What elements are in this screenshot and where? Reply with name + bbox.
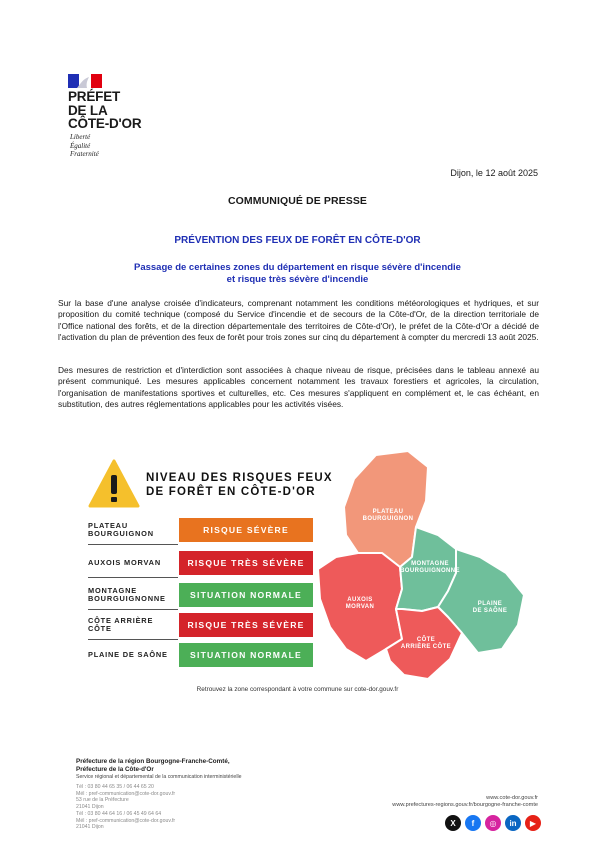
zone-row-plaine-de-saone — [88, 643, 314, 667]
footer-service: Service régional et départemental de la communication interministérielle — [76, 774, 242, 780]
footer-org-line: Préfecture de la région Bourgogne-Franche-Comté, — [76, 758, 230, 765]
date: Dijon, le 12 août 2025 — [450, 168, 538, 178]
footer-contact-1 — [76, 784, 175, 810]
motto-line: Fraternité — [70, 150, 99, 158]
zone-name: PLATEAU BOURGUIGNON — [88, 520, 154, 538]
facebook-icon[interactable]: f — [465, 815, 481, 831]
risk-badge: RISQUE TRÈS SÉVÈRE — [179, 551, 313, 575]
zone-row-cote-arriere-cote — [88, 613, 314, 637]
warning-icon — [88, 458, 140, 510]
map-label-plateau: PLATEAU BOURGUIGNON — [362, 509, 414, 522]
logo-line: CÔTE-D'OR — [68, 116, 142, 131]
risk-badge: SITUATION NORMALE — [179, 643, 313, 667]
lead-text — [60, 262, 535, 286]
contact-line: Mél : pref-communication@cote-dor.gouv.fr — [76, 817, 176, 824]
zone-row-plateau-bourguignon — [88, 518, 314, 542]
contact-line: Tél : 03 80 44 64 16 / 06 45 49 64 64 — [76, 811, 162, 817]
contact-line: 53 rue de la Préfecture — [76, 797, 129, 804]
prefet-logo-text — [68, 90, 141, 131]
zone-name: MONTAGNE BOURGUIGNONNE — [88, 585, 166, 603]
map-label-plaine: PLAINE DE SAÔNE — [472, 601, 508, 614]
cote-dor-map — [316, 449, 528, 685]
map-label-auxois: AUXOIS MORVAN — [345, 597, 375, 610]
paragraph: Des mesures de restriction et d'interdiction sont associées à chaque niveau de risque, précisées dans le tableau annexé au présent communiqué. Les mesures applicables concernent notamment les travaux forestiers et agricoles, la circulation, l'organisation de manifestations sportives et culturelles, etc. Ces mesures s'appliquent en complément et, le cas échéant, en substitution, des autres réglementations applicables pour les activités visées. — [58, 365, 539, 410]
zone-name: AUXOIS MORVAN — [88, 557, 161, 567]
youtube-icon[interactable]: ▶ — [525, 815, 541, 831]
motto-line: Liberté — [70, 133, 91, 141]
map-note: Retrouvez la zone correspondant à votre commune sur cote-dor.gouv.fr — [196, 686, 399, 693]
lead-line: Passage de certaines zones du département en risque sévère d'incendie — [134, 262, 461, 273]
infographic-title — [146, 471, 333, 499]
motto-line: Égalité — [70, 141, 91, 150]
risk-badge: RISQUE SÉVÈRE — [179, 518, 313, 542]
social-links — [445, 815, 541, 831]
map-label-cote: CÔTE ARRIÈRE CÔTE — [400, 637, 452, 650]
paragraph: Sur la base d'une analyse croisée d'indicateurs, comprenant notamment les conditions météorologiques et hydriques, et sur proposition du comité technique (composé du Service d'incendie et de secours de la Côte-d'Or, de la direction territoriale de l'Office national des forêts, et de la direction départementale des territoires de Côte-d'Or), le préfet de la Côte-d'Or a décidé de l'activation du plan de prévention des feux de forêt pour trois zones sur cinq du département à compter du mercredi 13 août 2025. — [58, 298, 539, 343]
divider — [88, 639, 178, 640]
contact-line: 21041 Dijon — [76, 824, 104, 831]
zone-row-montagne-bourguignonne — [88, 583, 314, 607]
footer-org — [76, 758, 230, 774]
linkedin-icon[interactable]: in — [505, 815, 521, 831]
x-icon[interactable]: X — [445, 815, 461, 831]
zone-name: CÔTE ARRIÈRE CÔTE — [88, 615, 154, 633]
motto — [70, 133, 99, 159]
contact-line: Mél : pref-communication@cote-dor.gouv.fr — [76, 790, 176, 797]
divider — [88, 544, 178, 545]
lead-line: et risque très sévère d'incendie — [226, 274, 369, 285]
contact-line: Tél : 03 80 44 65 35 / 06 44 65 20 — [76, 784, 154, 790]
infographic-title-line: DE FORÊT EN CÔTE-D'OR — [146, 486, 316, 498]
infographic-title-line: NIVEAU DES RISQUES FEUX — [146, 472, 333, 484]
divider — [88, 577, 178, 578]
risk-badge: SITUATION NORMALE — [179, 583, 313, 607]
map-label-montagne: MONTAGNE BOURGUIGNONNE — [400, 561, 460, 574]
website-link[interactable]: www.cote-dor.gouv.fr — [486, 795, 538, 801]
risk-badge: RISQUE TRÈS SÉVÈRE — [179, 613, 313, 637]
contact-line: 21041 Dijon — [76, 803, 104, 810]
logo-line: PRÉFET — [68, 89, 121, 104]
footer-contact-2 — [76, 811, 175, 831]
zone-row-auxois-morvan — [88, 551, 314, 575]
zone-name: PLAINE DE SAÔNE — [88, 649, 168, 659]
document-title: COMMUNIQUÉ DE PRESSE — [227, 195, 368, 207]
document-subtitle: PRÉVENTION DES FEUX DE FORÊT EN CÔTE-D'OR — [174, 235, 421, 246]
footer-org-line: Préfecture de la Côte-d'Or — [76, 766, 154, 773]
logo-line: DE LA — [68, 102, 108, 118]
website-link[interactable]: www.prefectures-regions.gouv.fr/bourgogne-franche-comte — [392, 802, 538, 808]
divider — [88, 609, 178, 610]
instagram-icon[interactable]: ◎ — [485, 815, 501, 831]
footer-websites — [392, 795, 538, 809]
marianne-flag-icon — [68, 74, 102, 88]
